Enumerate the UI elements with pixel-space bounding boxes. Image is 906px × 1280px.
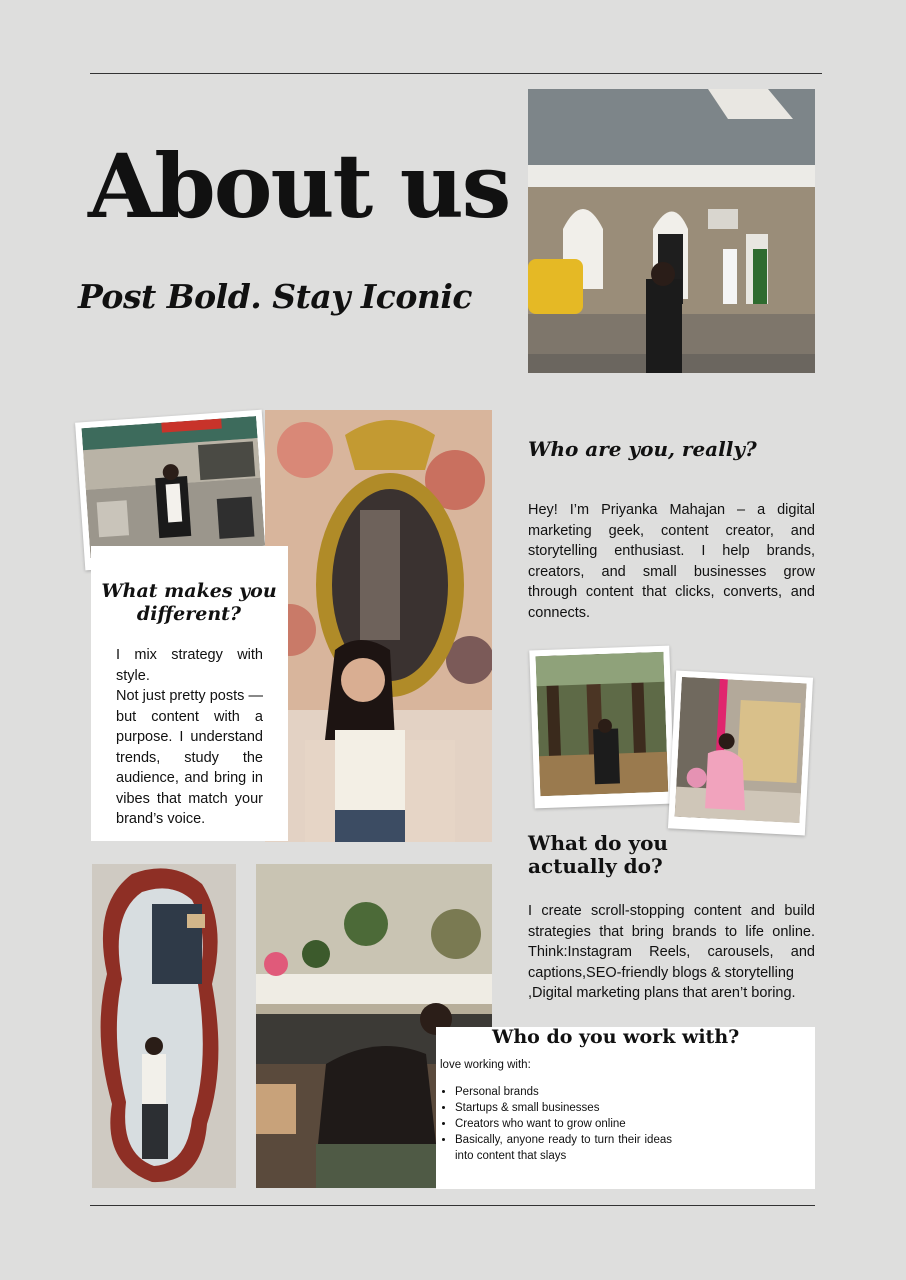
do-heading-line2: actually do? [528,854,663,878]
list-item: • Creators who want to grow online [455,1116,672,1132]
work-body [440,1057,672,1164]
list-item: • Basically, anyone ready to turn their ideas into content that slays [455,1132,672,1164]
list-item: • Startups & small businesses [455,1100,672,1116]
who-body: Hey! I’m Priyanka Mahajan – a digital marketing geek, content creator, and storytelling enthusiast. I help brands, creators, and small businesses grow through content that clicks, converts, and connects. [528,502,815,621]
list-item: • Personal brands [455,1084,672,1100]
work-list [440,1084,672,1164]
bottom-divider [90,1205,815,1206]
work-intro: love working with: [440,1059,531,1071]
mirror-photo [265,410,492,842]
work-heading: Who do you work with? [492,1026,740,1048]
wavy-mirror-photo [92,864,236,1188]
different-body [116,645,263,830]
do-body-line2: ,Digital marketing plans that aren’t boring. [528,985,796,1001]
who-heading: Who are you, really? [528,437,757,461]
forest-polaroid [529,646,674,809]
do-heading [528,832,668,878]
do-heading-line1: What do you [528,831,668,855]
do-body-line1: I create scroll-stopping content and build strategies that bring brands to life online. Think:Instagram Reels, carousels, and captions,SEO-friendly blogs & storytelling [528,903,815,981]
top-divider [90,73,822,74]
page-title: About us [88,134,510,238]
pink-outfit-polaroid [668,671,813,836]
building-photo [528,89,815,373]
different-line1: I mix strategy with style. [116,647,263,684]
tagline: Post Bold. Stay Iconic [78,277,473,316]
different-heading: What makes you different? [101,580,277,625]
different-line2: Not just pretty posts — but content with a purpose. I understand trends, study the audience, and bring in vibes that match your brand’s voice. [116,688,263,827]
do-body [528,901,815,1004]
